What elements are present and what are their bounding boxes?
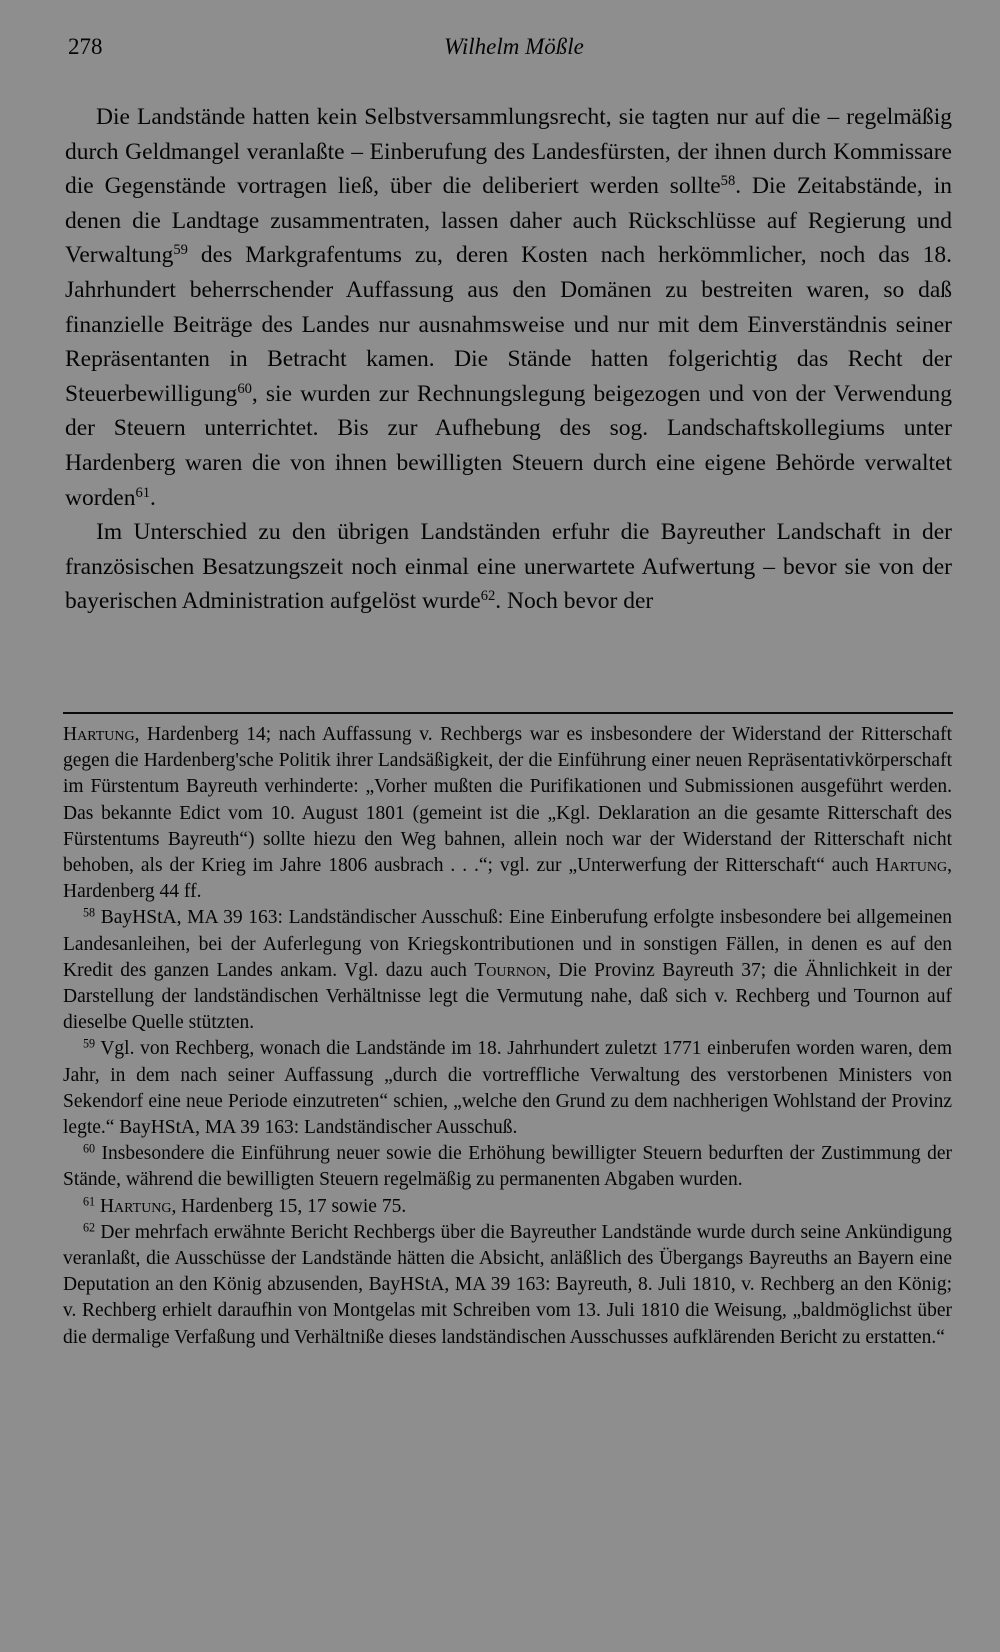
- footnote-61-text: , Hardenberg 15, 17 sowie 75.: [171, 1195, 407, 1217]
- footnote-ref-62[interactable]: 62: [480, 588, 496, 605]
- footnote-separator: [63, 712, 953, 714]
- footnote-59: [63, 1036, 952, 1141]
- paragraph-2-text-2: . Noch bevor der: [495, 588, 654, 615]
- footnote-62-text: Der mehrfach erwähnte Bericht Rechbergs über die Bayreuther Landstände wurde durch seine Ankündigung veranlaßt, die Ausschüsse der Landstände hätten die Absicht, anläßlich des Übergangs Bayreuths an Bayern eine Deputation an den König abzusenden, BayHStA, MA 39 163: Bayreuth, 8. Juli 1810, v. Rechberg an den König; v. Rechberg erhielt daraufhin von Montgelas mit Schreiben vom 13. Juli 1810 die Weisung, „baldmöglichst über die dermalige Verfaßung und Verhältniße dieses landständischen Ausschusses aufklärenden Bericht zu erstatten.“: [63, 1221, 952, 1348]
- paragraph-2: [65, 515, 952, 619]
- footnote-59-text: Vgl. von Rechberg, wonach die Landstände im 18. Jahrhundert zuletzt 1771 einberufen worden waren, dem Jahr, in dem nach seiner Auffassung „durch die vortreffliche Verwaltung des verstorbenen Ministers von Sekendorf eine neue Periode einzutreten“ schien, „welche den Grund zu dem nachherigen Wohlstand der Provinz legte.“ BayHStA, MA 39 163: Landständischer Ausschuß.: [63, 1038, 952, 1139]
- footnote-ref-59[interactable]: 59: [173, 242, 188, 259]
- paragraph-1-text-5: .: [150, 484, 156, 511]
- footnote-61: [63, 1194, 952, 1220]
- paragraph-1-text-3: des Markgrafentums zu, deren Kosten nach herkömmlicher, noch das 18. Jahrhundert beherrschender Auffassung aus den Domänen zu bestreiten waren, so daß finanzielle Beiträge des Landes nur ausnahmsweise und nur mit dem Einverständnis seiner Repräsentanten in Betracht kamen. Die Stände hatten folgerichtig das Recht der Steuerbewilligung: [65, 242, 952, 407]
- paragraph-1-text-4: , sie wurden zur Rechnungslegung beigezogen und von der Verwendung der Steuern unterrichtet. Bis zur Aufhebung des sog. Landschaftskollegiums unter Hardenberg waren die von ihnen bewilligten Steuern durch eine eigene Behörde verwaltet worden: [65, 380, 952, 511]
- running-head: Wilhelm Mößle: [444, 34, 584, 59]
- author-tournon: Tournon: [474, 959, 547, 981]
- footnote-number-58: 58: [83, 905, 96, 920]
- footnote-62: [63, 1220, 952, 1351]
- footnotes: [63, 722, 952, 1351]
- footnote-number-59: 59: [83, 1036, 96, 1051]
- author-hartung: Hartung: [63, 724, 135, 745]
- footnote-58: [63, 905, 952, 1036]
- footnote-58-text-2: , Die Provinz Bayreuth 37; die Ähnlichkeit in der Darstellung der landständischen Verhältnisse legt die Vermutung nahe, daß sich v. Rechberg und Tournon auf dieselbe Quelle stützten.: [63, 959, 952, 1034]
- footnote-number-61: 61: [83, 1194, 96, 1209]
- footnote-continued-text-2: , Hardenberg 44 ff.: [63, 855, 952, 903]
- footnote-60-text: Insbesondere die Einführung neuer sowie die Erhöhung bewilligter Steuern bedurften der Zustimmung der Stände, während die bewilligten Steuern regelmäßig zu permanenten Abgaben wurden.: [63, 1143, 952, 1191]
- paragraph-2-text-1: Im Unterschied zu den übrigen Landständen erfuhr die Bayreuther Landschaft in der französischen Besatzungszeit noch einmal eine unerwartete Aufwertung – bevor sie von der bayerischen Administration aufgelöst wurde: [65, 519, 952, 615]
- main-text: [65, 100, 952, 619]
- footnote-ref-60[interactable]: 60: [237, 380, 252, 397]
- footnote-continued: [63, 722, 952, 905]
- author-hartung-3: Hartung: [99, 1195, 172, 1217]
- footnote-58-text: BayHStA, MA 39 163: Landständischer Ausschuß: Eine Einberufung erfolgte insbesondere bei allgemeinen Landesanleihen, bei der Auferlegung von Kriegskontributionen und in sonstigen Fällen, in denen es auf den Kredit des ganzen Landes ankam. Vgl. dazu auch: [63, 907, 952, 981]
- page-header: [68, 34, 952, 68]
- footnote-number-62: 62: [83, 1220, 96, 1235]
- footnote-ref-58[interactable]: 58: [720, 173, 736, 190]
- page-number: 278: [68, 34, 103, 59]
- footnote-60: [63, 1141, 952, 1193]
- footnote-ref-61[interactable]: 61: [135, 484, 151, 501]
- author-hartung-2: Hartung: [875, 855, 948, 877]
- footnote-continued-text: , Hardenberg 14; nach Auffassung v. Rechbergs war es insbesondere der Widerstand der Ritterschaft gegen die Hardenberg'sche Politik ihrer Landsäßigkeit, der die Einführung einer neuen Repräsentativkörperschaft im Fürstentum Bayreuth verhinderte: „Vorher mußten die Purifikationen und Submissionen ausgeführt werden. Das bekannte Edict vom 10. August 1801 (gemeint ist die „Kgl. Deklaration an die gesamte Ritterschaft des Fürstentums Bayreuth“) sollte hiezu den Weg bahnen, allein noch war der Widerstand der Ritterschaft nicht behoben, als der Krieg im Jahre 1806 ausbrach . . .“; vgl. zur „Unterwerfung der Ritterschaft“ auch: [63, 724, 952, 877]
- paragraph-1-text-2: . Die Zeitabstände, in denen die Landtage zusammentraten, lassen daher auch Rückschlüsse auf Regierung und Verwaltung: [65, 173, 952, 269]
- paragraph-1-text-1: Die Landstände hatten kein Selbstversammlungsrecht, sie tagten nur auf die – regelmäßig durch Geldmangel veranlaßte – Einberufung des Landesfürsten, der ihnen durch Kommissare die Gegenstände vortragen ließ, über die deliberiert werden sollte: [65, 104, 952, 200]
- footnote-number-60: 60: [83, 1141, 96, 1156]
- paragraph-1: [65, 100, 952, 515]
